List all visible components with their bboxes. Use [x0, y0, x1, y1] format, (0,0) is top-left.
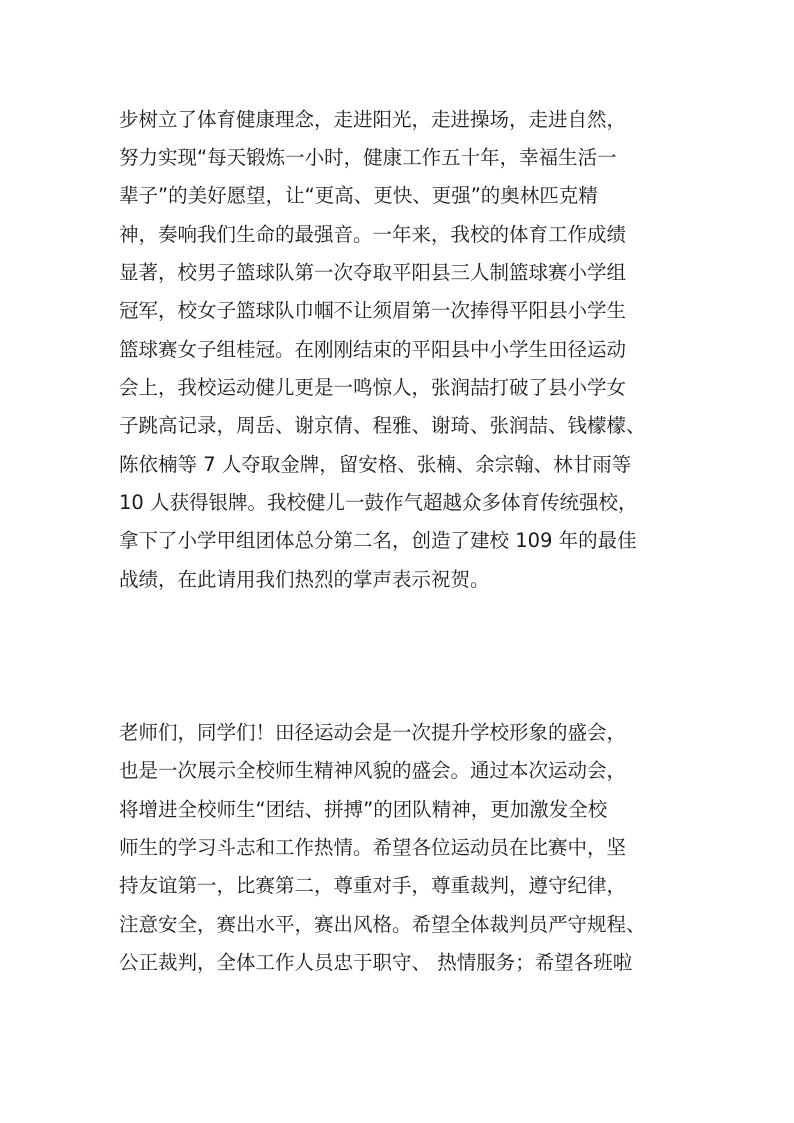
text-line: 战绩，在此请用我们热烈的掌声表示祝贺。: [119, 568, 490, 591]
text-line: 冠军，校女子篮球队巾帼不让须眉第一次捧得平阳县小学生: [119, 299, 627, 322]
text-line: 陈依楠等 7 人夺取金牌，留安格、张楠、余宗翰、林甘雨等: [119, 453, 632, 476]
text-line: 显著，校男子篮球队第一次夺取平阳县三人制篮球赛小学组: [119, 261, 627, 284]
text-line: 10 人获得银牌。我校健儿一鼓作气超越众多体育传统强校，: [119, 491, 638, 514]
text-line: 老师们，同学们！田径运动会是一次提升学校形象的盛会，: [119, 721, 627, 744]
text-line: 将增进全校师生“团结、拼搏”的团队精神，更加激发全校: [119, 798, 608, 821]
text-line: 持友谊第一，比赛第二，尊重对手，尊重裁判，遵守纪律，: [119, 874, 627, 897]
text-line: 会上，我校运动健儿更是一鸣惊人，张润喆打破了县小学女: [119, 376, 627, 399]
text-line: 师生的学习斗志和工作热情。希望各位运动员在比赛中，坚: [119, 836, 627, 859]
text-line: 篮球赛女子组桂冠。在刚刚结束的平阳县中小学生田径运动: [119, 338, 627, 361]
text-line: 神，奏响我们生命的最强音。一年来，我校的体育工作成绩: [119, 223, 627, 246]
text-line: 也是一次展示全校师生精神风貌的盛会。通过本次运动会，: [119, 759, 627, 782]
text-line: 步树立了体育健康理念，走进阳光，走进操场，走进自然，: [119, 108, 627, 131]
text-line: 努力实现“每天锻炼一小时，健康工作五十年，幸福生活一: [119, 146, 617, 169]
text-line: 拿下了小学甲组团体总分第二名，创造了建校 109 年的最佳: [119, 529, 637, 552]
text-line: 子跳高记录，周岳、谢京倩、程雅、谢琦、张润喆、钱檬檬、: [119, 414, 646, 437]
text-line: 辈子”的美好愿望，让“更高、更快、更强”的奥林匹克精: [119, 184, 598, 207]
text-line: 注意安全，赛出水平，赛出风格。希望全体裁判员严守规程、: [119, 913, 646, 936]
text-line: 公正裁判，全体工作人员忠于职守、 热情服务；希望各班啦: [119, 951, 633, 974]
